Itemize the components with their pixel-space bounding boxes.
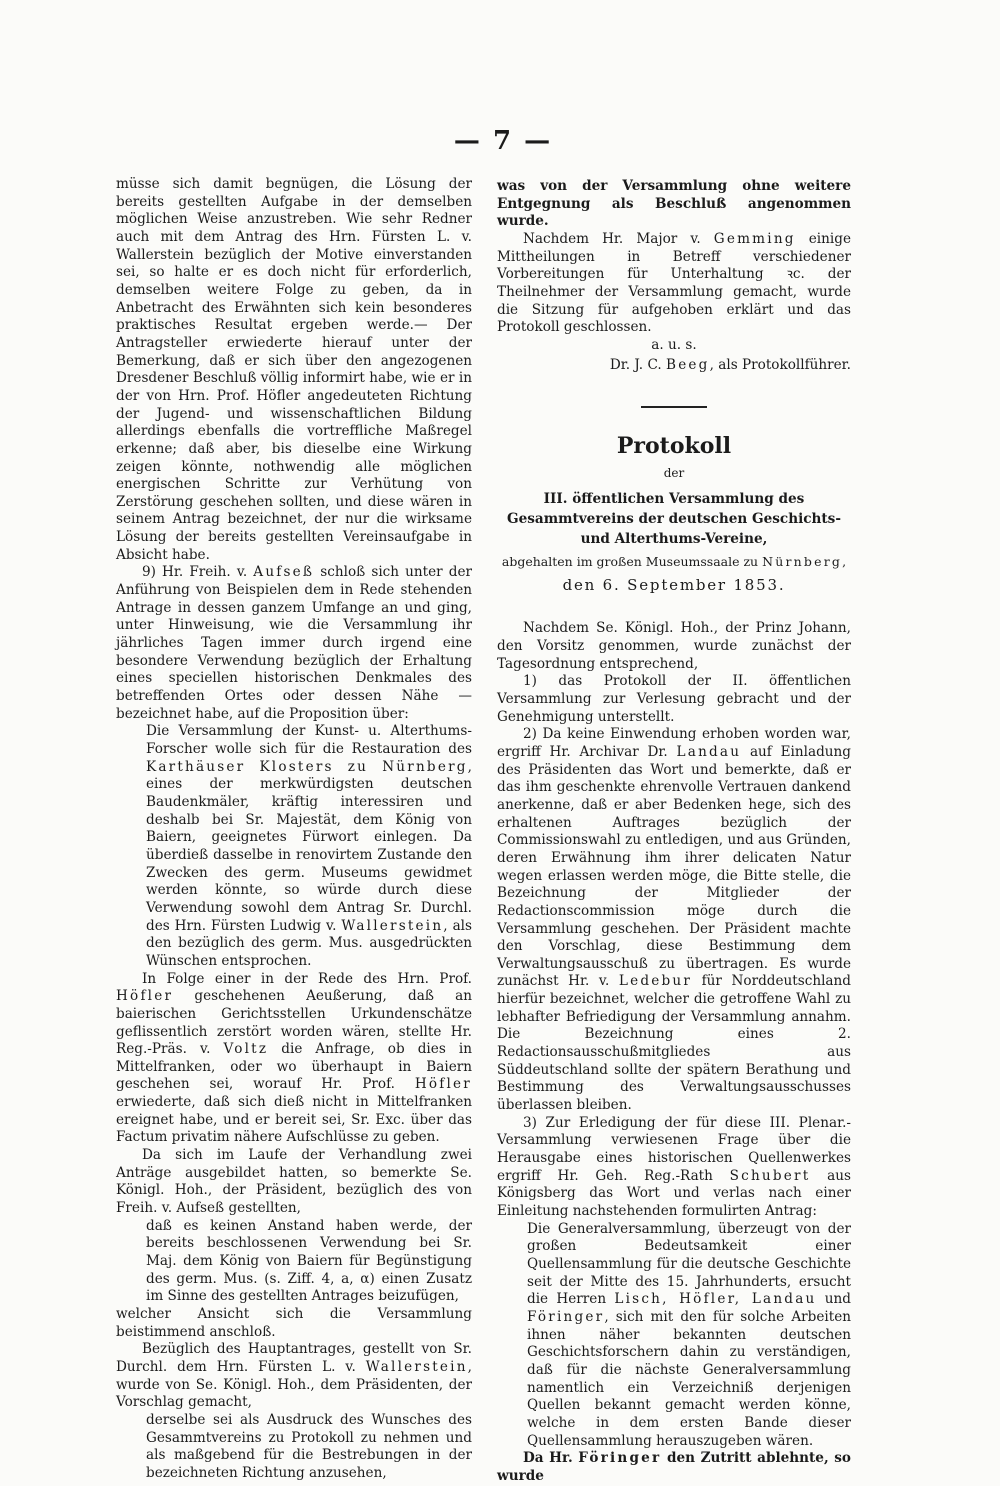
place-name: Nürnberg (762, 554, 843, 570)
person-name: Föringer (578, 1450, 662, 1467)
paragraph-text: müsse sich damit begnügen, die Lösung der bereits gestellten Aufgabe in der demselben möglichen Weise anzustreben. Wie sehr Redner auch mit dem Antrag des Hrn. Fürsten L. v. Wallerstein bezüglich der Motive einverstanden sei, so halte er es doch nicht für erforderlich, demselben weitere Folge zu geben, da in Anbetracht des Erwähnten sich kein besonderes praktisches Resultat ergeben werde.— Der Antragsteller erwiederte hierauf unter der Bemerkung, daß er sich über den angezogenen Dresdener Beschluß völlig informirt habe, wie er in der von Hrn. Prof. Höfler angedeuteten Richtung der Jugend- und wissenschaftlichen Bildung allerdings ebenfalls die vortreffliche Maßregel erkenne; daß aber, bis dieselbe eine Wirkung zeigen könnte, nothwendig alle möglichen energischen Schritte zur Verhütung von Zerstörung geschehen sollten, und diese wären in seinem Antrag bezeichnet, der nur die wirksame Lösung der bereits gestellten Vereinsaufgabe in Absicht habe. (116, 176, 472, 563)
paragraph (497, 620, 851, 673)
place-name: Karthäuser Klosters zu Nürnberg (146, 758, 468, 775)
paragraph (116, 176, 472, 564)
paragraph-text: 9) Hr. Freih. v. (142, 564, 254, 581)
person-name: Höfler (414, 1076, 472, 1093)
section-title-connector: der (663, 466, 685, 481)
paragraph-text: 3) Zur Erledigung der für diese III. Plenar.-Versammlung verwiesenen Frage über die Herausgabe eines historischen Quellenwerkes ergriff Hr. Geh. Reg.-Rath (497, 1114, 851, 1184)
section-location (497, 553, 851, 571)
section-title: Protokoll (616, 432, 732, 459)
person-name: Beeg (666, 356, 710, 373)
paragraph-text: , wurde von Se. Königl. Hoh., dem Präsidenten, der Vorschlag gemacht, (116, 1358, 472, 1411)
paragraph-text: daß es keinen Anstand haben werde, der bereits beschlossenen Verwendung bei Sr. Maj. dem König von Baiern für Begünstigung des germ. Mus. (s. Ziff. 4, a, α) einen Zusatz im Sinne des gestellten Antrages beizufügen, (146, 1217, 472, 1305)
paragraph-text: , als den bezüglich des germ. Mus. ausgedrückten Wünschen entsprochen. (146, 917, 472, 969)
paragraph (116, 1306, 472, 1341)
person-name: Schubert (729, 1167, 811, 1184)
paragraph-text: die Anfrage, ob dies in Mittelfranken, oder wo überhaupt in Baiern geschehen sei, worauf Hr. Prof. (116, 1041, 472, 1093)
person-name: Wallerstein (365, 1358, 468, 1375)
paragraph-text: Bezüglich des Hauptantrages, gestellt von Sr. Durchl. dem Hrn. Fürsten L. v. (116, 1341, 472, 1375)
paragraph (497, 1115, 851, 1221)
signoff-abbreviation: a. u. s. (651, 336, 697, 353)
person-name: Landau (676, 743, 742, 760)
person-name: Ledebur (618, 973, 693, 990)
person-name: Wallerstein (341, 917, 444, 934)
paragraph-text: was von der Versammlung ohne weitere Entgegnung als Beschluß angenommen wurde. (497, 178, 851, 230)
paragraph-text: Nachdem Hr. Major v. (523, 230, 714, 247)
paragraph-text: 2) Da keine Einwendung erhoben worden war, ergriff Hr. Archivar Dr. (497, 726, 851, 760)
location-text: abgehalten im großen Museumssaale zu (501, 554, 763, 570)
quoted-motion (146, 723, 472, 970)
paragraph (497, 231, 851, 337)
quoted-motion (146, 1218, 472, 1306)
paragraph-text: Die Generalversammlung, überzeugt von der großen Bedeutsamkeit einer Quellensammlung für die deutsche Geschichte seit der Mitte des 15. Jahrhunderts, ersucht die Herren (527, 1220, 851, 1308)
paragraph-text: derselbe sei als Ausdruck des Wunsches des Gesammtvereins zu Protokoll zu nehmen und als maßgebend für die Bestrebungen in der bezeichneten Richtung anzusehen, (146, 1411, 472, 1481)
person-names: Lisch, Höfler, Landau (614, 1291, 817, 1308)
paragraph-text: schloß sich unter der Anführung von Beispielen dem in Rede stehenden Antrage in dessen ganzem Umfange an und ging, unter Hinweisung, wie die Versammlung ihr jährliches Tagen immer durch irgend eine besondere Verwendung bezüglich der Erhaltung eines speciellen historischen Denkmales des betreffenden Ortes oder dessen Nähe — bezeichnet habe, auf die Proposition über: (116, 564, 472, 722)
quoted-motion (146, 1412, 472, 1483)
person-name: Aufseß (253, 564, 315, 581)
person-name: Gemming (713, 230, 796, 247)
paragraph-text: 1) das Protokoll der II. öffentlichen Versammlung zur Verlesung gebracht und der Genehmigung unterstellt. (497, 673, 851, 725)
paragraph (116, 971, 472, 1148)
paragraph (497, 726, 851, 1114)
paragraph-text: einige Mittheilungen in Betreff verschiedener Vorbereitungen für Unterhaltung ꝛc. der Theilnehmer der Versammlung gemacht, wurde die Sitzung für aufgehoben erklärt und das Protokoll geschlossen. (497, 230, 851, 336)
signoff-signature (497, 357, 851, 375)
location-text: , (842, 554, 847, 570)
paragraph-text: aus Königsberg das Wort und verlas nach einer Einleitung nachstehenden formulirten Antrag: (497, 1167, 851, 1219)
person-name: Höfler (116, 988, 174, 1005)
paragraph-text: den Zutritt ablehnte, so wurde (497, 1450, 851, 1484)
paragraph (497, 1450, 851, 1485)
signoff-text: Dr. J. C. (609, 356, 666, 373)
quoted-motion (527, 1221, 851, 1451)
paragraph-text: auf Einladung des Präsidenten das Wort und bemerkte, daß er das ihm geschenkte ehrenvolle Vertrauen dankend anerkenne, daß er aber Bedenken hege, sich des erhaltenen Auftrages bezüglich der Commissionswahl zu entledigen, und aus Gründen, deren Erwähnung ihm ihrer delicaten Natur wegen erlassen werden möge, die Bitte stelle, die Bezeichnung der Mitglieder der Redactionscommission möge durch die Versammlung geschehen. Der Präsident machte den Vorschlag, diese Bestimmung dem Verwaltungsausschuß zu übertragen. Es wurde zunächst Hr. v. (497, 743, 851, 990)
paragraph (497, 673, 851, 726)
page-number: — 7 — (453, 126, 553, 156)
paragraph-text: und (816, 1291, 851, 1308)
paragraph-text: In Folge einer in der Rede des Hrn. Prof. (142, 970, 472, 987)
paragraph-text: Die Versammlung der Kunst- u. Alterthums-Forscher wolle sich für die Restauration des (146, 723, 472, 757)
paragraph-text: , eines der merkwürdigsten deutschen Baudenkmäler, kräftig interessiren und deshalb bei Sr. Majestät, dem König von Baiern, geeignetes Fürwort einlegen. Da überdieß dasselbe in renovirtem Zustande den Zwecken des germ. Museums gewidmet werden könnte, so würde durch diese Verwendung sowohl dem Antrag Sr. Durchl. des Hrn. Fürsten Ludwig v. (146, 758, 472, 934)
paragraph-text: erwiederte, daß sich dieß nicht in Mittelfranken ereignet habe, und er bereit sei, Sr. Exc. über das Factum privatim nähere Aufschlüsse zu geben. (116, 1094, 472, 1146)
paragraph (116, 1341, 472, 1412)
section-date: den 6. September 1853. (562, 575, 786, 594)
paragraph-text: , sich mit den für solche Arbeiten ihnen näher bekannten deutschen Geschichtsforschern dahin zu verständigen, daß für die nächste Generalversammlung namentlich ein Verzeichniß derjenigen Quellen bekannt gemacht werden könne, welche in dem ersten Bande dieser Quellensammlung herauszugeben wären. (527, 1308, 851, 1449)
signoff-text: , als Protokollführer. (709, 356, 851, 373)
paragraph (116, 1147, 472, 1218)
person-name: Voltz (223, 1041, 269, 1058)
paragraph-text: Nachdem Se. Königl. Hoh., der Prinz Johann, den Vorsitz genommen, wurde zunächst der Tagesordnung entsprechend, (497, 620, 851, 672)
paragraph-text: Da Hr. (523, 1450, 579, 1467)
person-name: Föringer (527, 1308, 605, 1325)
left-column (116, 176, 472, 1483)
section-subtitle: III. öffentlichen Versammlung des Gesammtvereins der deutschen Geschichts- und Alterthums-Vereine, (507, 491, 841, 548)
paragraph-text: Da sich im Laufe der Verhandlung zwei Anträge ausgebildet hatten, so bemerkte Se. Königl. Hoh., der Präsident, bezüglich des von Freih. v. Aufseß gestellten, (116, 1147, 472, 1217)
right-column (497, 178, 851, 1486)
paragraph-text: welcher Ansicht sich die Versammlung beistimmend anschloß. (116, 1306, 472, 1340)
paragraph (116, 564, 472, 723)
paragraph (497, 178, 851, 231)
paragraph-text: für Norddeutschland hierfür bezeichnet, welcher die getroffene Wahl zu lebhafter Befriedigung der Versammlung annahm. Die Bezeichnung eines 2. Redactionsausschußmitgliedes aus Süddeutschland sollte der spätern Berathung und Bestimmung des Verwaltungsausschusses überlassen bleiben. (497, 973, 851, 1114)
section-divider (641, 406, 707, 408)
paragraph-text: geschehenen Aeußerung, daß an baierischen Gerichtsstellen Urkundenschätze geflissentlich zerstört worden wären, stellte Hr. Reg.-Präs. v. (116, 988, 472, 1058)
